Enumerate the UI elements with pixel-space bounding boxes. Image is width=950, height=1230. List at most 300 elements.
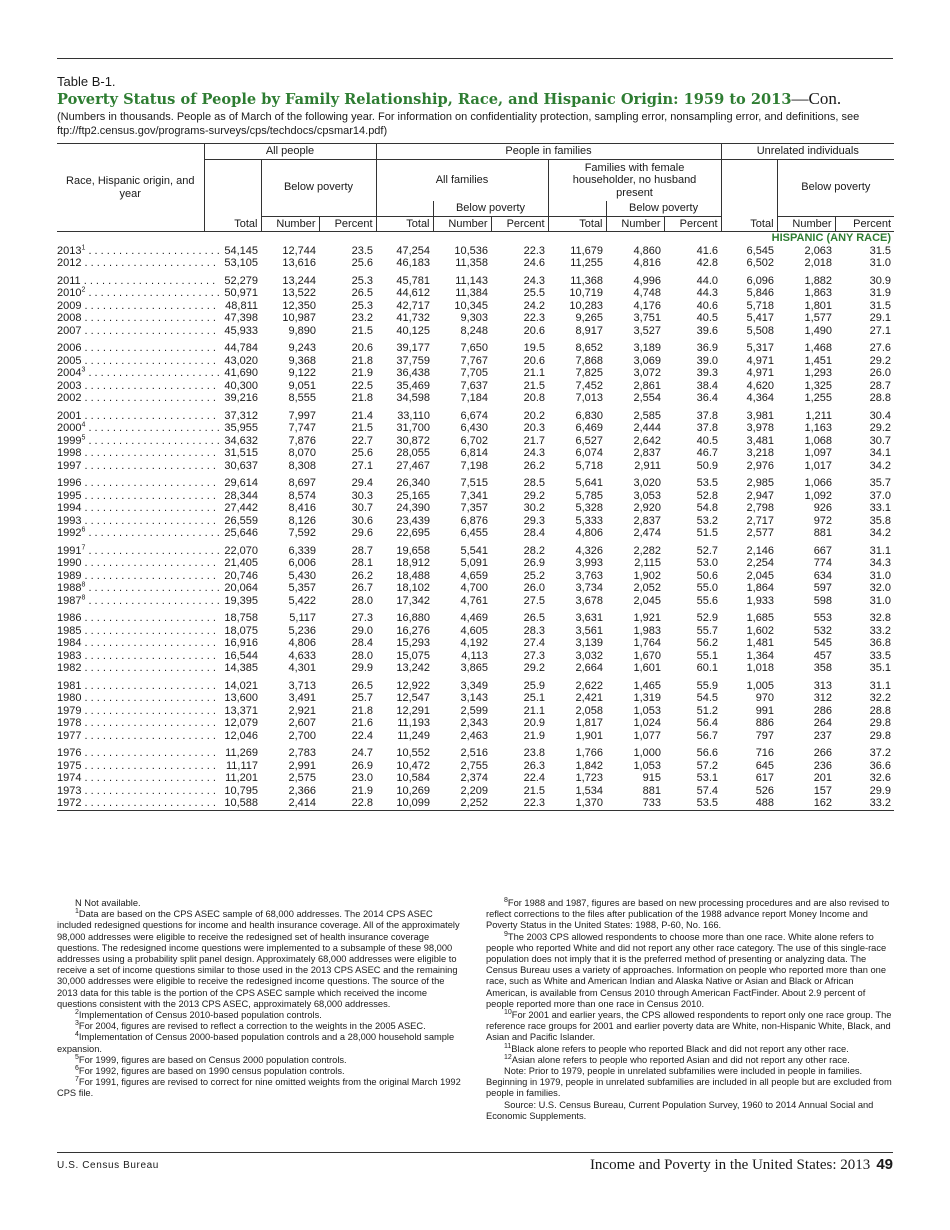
value-cell: 41,690 <box>224 367 258 379</box>
value-cell: 56.4 <box>696 717 719 729</box>
value-cell: 1,000 <box>633 747 662 759</box>
value-cell: 157 <box>813 784 833 797</box>
value-cell: 52.9 <box>696 612 719 624</box>
year-label: 2004 <box>57 367 82 379</box>
value-cell: 10,719 <box>569 287 604 299</box>
value-cell: 56.6 <box>696 747 719 759</box>
value-cell: 1,534 <box>575 784 604 797</box>
value-cell: 28.8 <box>869 392 892 404</box>
value-cell: 3,978 <box>746 422 775 434</box>
value-cell: 3,993 <box>575 557 604 569</box>
footnote <box>486 1100 894 1122</box>
value-cell: 36.6 <box>869 759 892 772</box>
value-cell: 10,987 <box>282 312 316 324</box>
value-cell: 31.0 <box>869 569 892 582</box>
value-cell: 2,282 <box>633 544 662 557</box>
year-cell <box>57 581 220 595</box>
value-cell: 1,842 <box>575 759 604 772</box>
value-cell: 617 <box>755 772 775 784</box>
value-cell: 24.2 <box>523 299 546 312</box>
value-cell: 5,117 <box>289 612 316 624</box>
all-families-below-poverty-header: Below poverty <box>433 201 548 216</box>
table-row <box>57 637 894 650</box>
value-cell: 39.0 <box>696 354 719 367</box>
value-cell: 22,695 <box>396 527 431 539</box>
group-label: HISPANIC (ANY RACE) <box>771 232 892 244</box>
value-cell: 42,717 <box>396 299 431 312</box>
year-cell <box>57 557 216 570</box>
value-cell: 2,516 <box>460 747 489 759</box>
value-cell: 3,678 <box>575 594 604 607</box>
value-cell: 46,183 <box>396 257 431 269</box>
value-cell: 29.9 <box>351 662 374 674</box>
year-cell <box>57 607 216 625</box>
value-cell: 7,592 <box>288 527 316 539</box>
value-cell: 2,599 <box>460 704 489 717</box>
value-cell: 3,561 <box>575 624 604 637</box>
value-cell: 31.1 <box>869 544 892 557</box>
col-number: Number <box>261 216 319 232</box>
value-cell: 532 <box>813 624 833 637</box>
year-cell <box>57 593 220 608</box>
value-cell: 37.2 <box>869 747 892 759</box>
value-cell: 15,293 <box>396 637 431 649</box>
value-cell: 55.9 <box>696 679 719 692</box>
leader-dots: . . . . . . . . . . . . . . . . . . . . . . <box>81 514 216 527</box>
value-cell: 6,545 <box>746 244 775 257</box>
table-row <box>57 287 894 300</box>
value-cell: 40.6 <box>696 299 719 312</box>
year-cell <box>57 729 216 743</box>
footnotes-left <box>57 898 465 1100</box>
year-cell <box>57 286 220 300</box>
value-cell: 10,283 <box>569 299 604 312</box>
footnote <box>486 1010 894 1044</box>
value-cell: 4,113 <box>461 649 489 662</box>
value-cell: 1,255 <box>804 392 833 404</box>
leader-dots: . . . . . . . . . . . . . . . . . . . . . . <box>85 287 220 299</box>
footnote <box>57 909 465 1010</box>
value-cell: 9,243 <box>288 342 316 354</box>
leader-dots: . . . . . . . . . . . . . . . . . . . . . . <box>81 447 216 459</box>
value-cell: 21.9 <box>351 367 374 379</box>
value-cell: 1,092 <box>804 489 833 502</box>
value-cell: 2,920 <box>633 502 662 514</box>
value-cell: 10,795 <box>224 784 258 797</box>
year-cell <box>57 312 216 325</box>
leader-dots: . . . . . . . . . . . . . . . . . . . . . . <box>81 557 216 569</box>
footnote-text: Data are based on the CPS ASEC sample of 68,000 addresses. The 2014 CPS ASEC included redesigned questions for income and health insurance coverage. All of the approximately 98,000 addresses were eligible to receive the redesigned set of health insurance coverage questions. The redesigned income questions were implemented to a subsample of these 98,000 addresses using a probability split panel design. Approximately 68,000 addresses were eligible to receive a set of income questions similar to those used in the 2013 CPS ASEC and the remaining 30,000 addresses were eligible to receive the redesigned income questions. The source of the 2013 data for this table is the portion of the CPS ASEC sample which received the income questions consistent with the 2013 CPS ASEC, approximately 68,000 addresses. <box>57 909 460 1009</box>
leader-dots: . . . . . . . . . . . . . . . . . . . . . . <box>80 274 216 287</box>
value-cell: 25,165 <box>396 489 431 502</box>
leader-dots: . . . . . . . . . . . . . . . . . . . . . . <box>81 637 216 649</box>
value-cell: 31,515 <box>224 447 258 459</box>
year-cell <box>57 540 220 558</box>
col-total: Total <box>376 216 433 232</box>
value-cell: 41,732 <box>396 312 431 324</box>
footnote-marker: 3 <box>81 366 86 374</box>
value-cell: 881 <box>642 784 662 797</box>
value-cell: 44,784 <box>224 342 258 354</box>
value-cell: 597 <box>813 582 833 594</box>
year-cell <box>57 392 216 405</box>
leader-dots: . . . . . . . . . . . . . . . . . . . . . . <box>81 612 216 624</box>
value-cell: 3,491 <box>288 692 316 704</box>
value-cell: 26.5 <box>351 679 374 692</box>
value-cell: 54.5 <box>696 692 719 704</box>
value-cell: 25.3 <box>351 274 374 287</box>
footnote <box>57 1021 465 1032</box>
value-cell: 55.6 <box>696 594 719 607</box>
value-cell: 6,674 <box>460 409 489 422</box>
group-header-row <box>57 232 894 245</box>
value-cell: 12,922 <box>396 679 431 692</box>
year-label: 1997 <box>57 459 82 472</box>
leader-dots: . . . . . . . . . . . . . . . . . . . . . . <box>81 379 216 392</box>
year-cell <box>57 502 216 515</box>
value-cell: 51.2 <box>696 704 719 717</box>
value-cell: 1,053 <box>633 759 662 772</box>
footnote-number: 10 <box>504 1008 512 1016</box>
value-cell: 54.8 <box>696 502 719 514</box>
value-cell: 4,748 <box>633 287 662 299</box>
value-cell: 2,947 <box>746 489 775 502</box>
value-cell: 23.8 <box>523 747 546 759</box>
value-cell: 7,876 <box>288 434 316 447</box>
value-cell: 55.1 <box>696 649 719 662</box>
value-cell: 41.6 <box>696 244 719 257</box>
value-cell: 5,718 <box>746 299 775 312</box>
value-cell: 1,723 <box>575 772 604 784</box>
value-cell: 53.0 <box>696 557 719 569</box>
table-row <box>57 785 894 798</box>
year-cell <box>57 433 220 448</box>
year-label: 1987 <box>57 594 82 607</box>
leader-dots: . . . . . . . . . . . . . . . . . . . . . . <box>81 717 216 729</box>
value-cell: 31.1 <box>869 679 892 692</box>
value-cell: 774 <box>813 557 833 569</box>
year-cell <box>57 405 216 423</box>
value-cell: 2,976 <box>746 459 775 472</box>
value-cell: 26,559 <box>224 514 258 527</box>
value-cell: 28,344 <box>224 489 258 502</box>
value-cell: 22.4 <box>351 729 374 742</box>
value-cell: 5,846 <box>746 287 775 299</box>
value-cell: 55.0 <box>696 582 719 594</box>
leader-dots: . . . . . . . . . . . . . . . . . . . . . . <box>81 257 216 269</box>
all-families-header: All families <box>376 159 548 201</box>
value-cell: 37,312 <box>224 409 258 422</box>
year-label: 1994 <box>57 502 82 514</box>
footnote <box>57 1032 465 1054</box>
value-cell: 7,868 <box>575 354 604 367</box>
value-cell: 29.2 <box>869 422 892 434</box>
value-cell: 13,600 <box>224 692 258 704</box>
value-cell: 26.9 <box>523 557 546 569</box>
year-label: 2010 <box>57 287 82 299</box>
value-cell: 634 <box>813 569 833 582</box>
year-cell <box>57 637 216 650</box>
value-cell: 545 <box>813 637 833 649</box>
year-cell <box>57 704 216 718</box>
table-row <box>57 422 894 435</box>
value-cell: 2,444 <box>633 422 662 434</box>
value-cell: 13,522 <box>282 287 316 299</box>
value-cell: 39.3 <box>696 367 719 379</box>
table-row <box>57 692 894 705</box>
value-cell: 2,622 <box>575 679 604 692</box>
value-cell: 5,430 <box>288 569 316 582</box>
footnote <box>486 1055 894 1066</box>
value-cell: 51.5 <box>696 527 719 539</box>
value-cell: 21.5 <box>523 379 546 392</box>
value-cell: 3,349 <box>460 679 489 692</box>
year-label: 1984 <box>57 637 82 649</box>
leader-dots: . . . . . . . . . . . . . . . . . . . . . . <box>81 354 216 367</box>
value-cell: 37.0 <box>869 489 892 502</box>
value-cell: 3,734 <box>575 582 604 594</box>
table-row <box>57 312 894 325</box>
table-row <box>57 270 894 288</box>
leader-dots: . . . . . . . . . . . . . . . . . . . . . . <box>85 367 220 379</box>
value-cell: 645 <box>755 759 775 772</box>
value-cell: 972 <box>813 514 833 527</box>
footnote-text: For 1999, figures are based on Census 2000 population controls. <box>78 1054 347 1065</box>
value-cell: 3,189 <box>633 342 662 354</box>
value-cell: 34.1 <box>869 447 892 459</box>
leader-dots: . . . . . . . . . . . . . . . . . . . . . . <box>81 759 216 772</box>
value-cell: 55.7 <box>696 624 719 637</box>
value-cell: 16,544 <box>224 649 258 662</box>
value-cell: 1,325 <box>804 379 833 392</box>
leader-dots: . . . . . . . . . . . . . . . . . . . . . . <box>81 679 216 692</box>
value-cell: 162 <box>777 797 835 810</box>
value-cell: 2,421 <box>575 692 604 704</box>
value-cell: 21,405 <box>224 557 258 569</box>
value-cell: 11,117 <box>225 759 258 772</box>
footer-title: Income and Poverty in the United States: 2013 <box>589 1157 871 1173</box>
value-cell: 52.8 <box>696 489 719 502</box>
value-cell: 22.3 <box>523 244 546 257</box>
value-cell: 6,074 <box>575 447 604 459</box>
table-row <box>57 570 894 583</box>
value-cell: 28,055 <box>396 447 431 459</box>
value-cell: 6,096 <box>746 274 775 287</box>
value-cell: 57.2 <box>696 759 719 772</box>
value-cell: 32.8 <box>869 612 892 624</box>
value-cell: 4,301 <box>288 662 316 674</box>
year-label: 1976 <box>57 747 82 759</box>
value-cell: 2,921 <box>288 704 316 717</box>
value-cell: 1,983 <box>633 624 662 637</box>
leader-dots: . . . . . . . . . . . . . . . . . . . . . . <box>81 392 216 404</box>
value-cell: 2,642 <box>633 434 662 447</box>
value-cell: 3,020 <box>633 477 662 489</box>
year-cell <box>57 759 216 773</box>
year-cell <box>57 526 220 540</box>
value-cell: 18,912 <box>396 557 431 569</box>
value-cell: 553 <box>813 612 833 624</box>
value-cell: 2,146 <box>746 544 775 557</box>
table-row <box>57 760 894 773</box>
value-cell: 45,933 <box>224 324 258 337</box>
value-cell: 4,806 <box>288 637 316 649</box>
value-cell: 12,350 <box>282 299 316 312</box>
value-cell: 33.1 <box>869 502 892 514</box>
footnote-text: Implementation of Census 2000-based population controls and a 28,000 household sample expansion. <box>57 1032 455 1054</box>
value-cell: 2,554 <box>633 392 662 404</box>
value-cell: 2,717 <box>746 514 775 527</box>
value-cell: 3,751 <box>633 312 662 324</box>
value-cell: 10,536 <box>454 244 489 257</box>
footnote-number: 2 <box>75 1008 79 1016</box>
footer-source: U.S. Census Bureau <box>57 1160 159 1171</box>
value-cell: 13,244 <box>282 274 316 287</box>
leader-dots: . . . . . . . . . . . . . . . . . . . . . . <box>81 729 216 742</box>
value-cell: 3,527 <box>633 324 662 337</box>
year-label: 1983 <box>57 649 82 662</box>
value-cell: 7,198 <box>460 459 489 472</box>
leader-dots: . . . . . . . . . . . . . . . . . . . . . . <box>81 502 216 514</box>
value-cell: 26.5 <box>351 287 374 299</box>
leader-dots: . . . . . . . . . . . . . . . . . . . . . . <box>85 422 220 434</box>
value-cell: 26.2 <box>523 459 546 472</box>
value-cell: 34.2 <box>869 527 892 539</box>
value-cell: 13,371 <box>224 704 258 717</box>
value-cell: 3,218 <box>746 447 775 459</box>
value-cell: 3,032 <box>575 649 604 662</box>
leader-dots: . . . . . . . . . . . . . . . . . . . . . . <box>85 244 220 257</box>
leader-dots: . . . . . . . . . . . . . . . . . . . . . . <box>81 692 216 704</box>
value-cell: 8,126 <box>288 514 316 527</box>
year-label: 1973 <box>57 784 82 797</box>
value-cell: 53.5 <box>696 477 719 489</box>
year-cell <box>57 421 220 435</box>
leader-dots: . . . . . . . . . . . . . . . . . . . . . . <box>81 784 216 797</box>
col-percent: Percent <box>491 216 548 232</box>
value-cell: 237 <box>813 729 833 742</box>
value-cell: 1,685 <box>746 612 775 624</box>
top-rule <box>57 58 893 59</box>
value-cell: 21.8 <box>351 392 374 404</box>
value-cell: 15,075 <box>396 649 431 662</box>
year-label: 1972 <box>57 797 82 809</box>
table-row <box>57 797 894 810</box>
value-cell: 6,006 <box>288 557 316 569</box>
value-cell: 312 <box>813 692 833 704</box>
table-row <box>57 367 894 380</box>
table-row <box>57 502 894 515</box>
table-header <box>57 74 893 138</box>
value-cell: 45,781 <box>396 274 431 287</box>
value-cell: 7,184 <box>460 392 489 404</box>
value-cell: 27.1 <box>869 324 892 337</box>
col-percent: Percent <box>319 216 376 232</box>
value-cell: 46.7 <box>696 447 719 459</box>
value-cell: 35,469 <box>396 379 431 392</box>
footnote <box>57 1010 465 1021</box>
table-row <box>57 337 894 355</box>
value-cell: 25.5 <box>523 287 546 299</box>
value-cell: 4,326 <box>575 544 604 557</box>
value-cell: 18,102 <box>396 582 431 594</box>
footnote-marker: 8 <box>81 581 86 589</box>
value-cell: 30,637 <box>224 459 258 472</box>
leader-dots: . . . . . . . . . . . . . . . . . . . . . . <box>85 527 220 539</box>
value-cell: 35.8 <box>869 514 892 527</box>
value-cell: 17,342 <box>396 594 431 607</box>
value-cell: 1,863 <box>804 287 833 299</box>
footnote-marker: 1 <box>81 243 86 251</box>
value-cell: 36,438 <box>396 367 431 379</box>
value-cell: 1,024 <box>633 717 662 729</box>
value-cell: 7,767 <box>460 354 489 367</box>
value-cell: 21.9 <box>523 729 546 742</box>
value-cell: 4,192 <box>460 637 489 649</box>
leader-dots: . . . . . . . . . . . . . . . . . . . . . . <box>81 477 216 489</box>
year-label: 1991 <box>57 544 82 557</box>
table-row <box>57 405 894 423</box>
year-label: 2011 <box>57 274 81 287</box>
value-cell: 14,021 <box>224 679 258 692</box>
footnote-text: Implementation of Census 2010-based population controls. <box>78 1010 322 1021</box>
value-cell: 8,248 <box>460 324 489 337</box>
value-cell: 10,588 <box>204 797 261 810</box>
table-row <box>57 325 894 338</box>
table-row <box>57 245 894 258</box>
value-cell: 10,552 <box>396 747 431 759</box>
value-cell: 37,759 <box>396 354 431 367</box>
value-cell: 2,052 <box>633 582 662 594</box>
year-label: 1978 <box>57 717 82 729</box>
value-cell: 2,755 <box>460 759 489 772</box>
value-cell: 53.2 <box>696 514 719 527</box>
value-cell: 6,702 <box>460 434 489 447</box>
value-cell: 21.9 <box>351 784 374 797</box>
footnote-number: 4 <box>75 1031 79 1039</box>
value-cell: 32.2 <box>869 692 892 704</box>
value-cell: 12,046 <box>224 729 258 742</box>
value-cell: 5,422 <box>288 594 316 607</box>
value-cell: 29.3 <box>523 514 546 527</box>
table-row <box>57 490 894 503</box>
value-cell: 18,075 <box>224 624 258 637</box>
value-cell: 35.7 <box>869 477 892 489</box>
table-row <box>57 675 894 693</box>
value-cell: 27.4 <box>523 637 546 649</box>
value-cell: 43,020 <box>224 354 258 367</box>
table-row <box>57 772 894 785</box>
year-label: 2000 <box>57 422 82 434</box>
value-cell: 1,481 <box>746 637 775 649</box>
value-cell: 1,817 <box>575 717 604 729</box>
value-cell: 24.7 <box>351 747 374 759</box>
value-cell: 8,555 <box>288 392 316 404</box>
year-label: 1985 <box>57 624 82 637</box>
value-cell: 1,577 <box>804 312 833 324</box>
table-row <box>57 607 894 625</box>
value-cell: 1,319 <box>633 692 662 704</box>
year-label: 1979 <box>57 704 82 717</box>
value-cell: 1,766 <box>575 747 604 759</box>
value-cell: 236 <box>813 759 833 772</box>
value-cell: 21.6 <box>351 717 374 729</box>
value-cell: 2,837 <box>633 447 662 459</box>
value-cell: 27.3 <box>523 649 546 662</box>
leader-dots: . . . . . . . . . . . . . . . . . . . . . . <box>81 409 216 422</box>
table-row <box>57 742 894 760</box>
value-cell: 4,620 <box>746 379 775 392</box>
